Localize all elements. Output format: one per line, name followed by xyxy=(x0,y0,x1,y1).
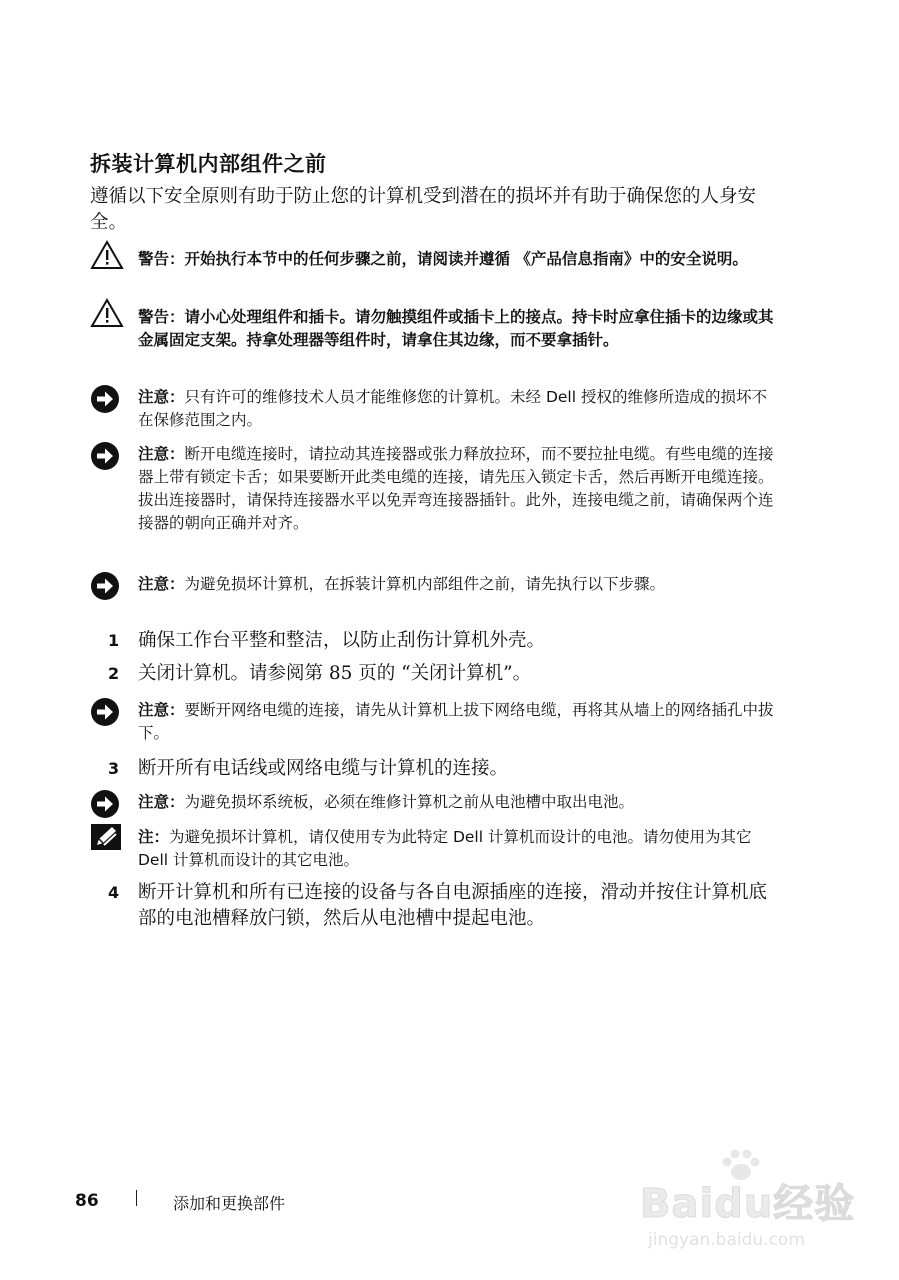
page-number: 86 xyxy=(75,1191,99,1211)
notice-label: 注意： xyxy=(138,701,185,719)
notice-text: 断开电缆连接时，请拉动其连接器或张力释放拉环，而不要拉扯电缆。有些电缆的连接器上带有锁定卡舌；如果要断开此类电缆的连接，请先压入锁定卡舌，然后再断开电缆连接。拔出连接器时，请保持连接器水平以免弄弯连接器插针。此外，连接电缆之前，请确保两个连接器的朝向正确并对齐。 xyxy=(138,445,774,532)
notice-arrow-icon xyxy=(90,384,120,418)
notice-text: 要断开网络电缆的连接，请先从计算机上拔下网络电缆，再将其从墙上的网络插孔中拔下。 xyxy=(138,701,774,742)
notice-text: 只有许可的维修技术人员才能维修您的计算机。未经 Dell 授权的维修所造成的损坏不在保修范围之内。 xyxy=(138,388,767,429)
note-text: 为避免损坏计算机，请仅使用专为此特定 Dell 计算机而设计的电池。请勿使用为其它 Dell 计算机而设计的其它电池。 xyxy=(138,828,752,869)
notice-arrow-icon xyxy=(90,697,120,731)
note-label: 注： xyxy=(138,828,170,846)
notice-label: 注意： xyxy=(138,793,185,811)
watermark-url: jingyan.baidu.com xyxy=(648,1230,805,1250)
warning-text: 警告：开始执行本节中的任何步骤之前，请阅读并遵循 《产品信息指南》中的安全说明。 xyxy=(138,250,748,268)
notice-arrow-icon xyxy=(90,789,120,823)
step-text: 关闭计算机。请参阅第 85 页的 “关闭计算机”。 xyxy=(138,663,532,684)
notice-text: 为避免损坏计算机，在拆装计算机内部组件之前，请先执行以下步骤。 xyxy=(184,575,666,593)
note-pencil-icon xyxy=(90,823,122,855)
warning-text: 警告：请小心处理组件和插卡。请勿触摸组件或插卡上的接点。持卡时应拿住插卡的边缘或其金属固定支架。持拿处理器等组件时，请拿住其边缘，而不要拿插针。 xyxy=(138,308,774,349)
notice-text: 为避免损坏系统板，必须在维修计算机之前从电池槽中取出电池。 xyxy=(184,793,635,811)
step-number: 4 xyxy=(108,883,120,902)
step-number: 3 xyxy=(108,759,120,778)
notice-label: 注意： xyxy=(138,445,185,463)
notice-label: 注意： xyxy=(138,388,185,406)
intro-paragraph: 遵循以下安全原则有助于防止您的计算机受到潜在的损坏并有助于确保您的人身安全。 xyxy=(90,186,757,233)
footer-divider xyxy=(136,1190,137,1206)
watermark-logo: Baidu经验 xyxy=(640,1181,856,1227)
step-number: 2 xyxy=(108,664,120,683)
step-text: 确保工作台平整和整洁，以防止刮伤计算机外壳。 xyxy=(138,630,546,651)
notice-label: 注意： xyxy=(138,575,185,593)
step-text: 断开所有电话线或网络电缆与计算机的连接。 xyxy=(138,758,509,779)
chapter-title: 添加和更换部件 xyxy=(173,1194,286,1213)
step-number: 1 xyxy=(108,631,120,650)
baidu-watermark xyxy=(640,1148,860,1268)
notice-arrow-icon xyxy=(90,571,120,605)
step-text: 断开计算机和所有已连接的设备与各自电源插座的连接，滑动并按住计算机底部的电池槽释放闩锁，然后从电池槽中提起电池。 xyxy=(138,882,768,929)
section-title: 拆装计算机内部组件之前 xyxy=(90,152,327,176)
notice-arrow-icon xyxy=(90,441,120,475)
warning-triangle-icon xyxy=(90,298,124,332)
warning-triangle-icon xyxy=(90,240,124,274)
